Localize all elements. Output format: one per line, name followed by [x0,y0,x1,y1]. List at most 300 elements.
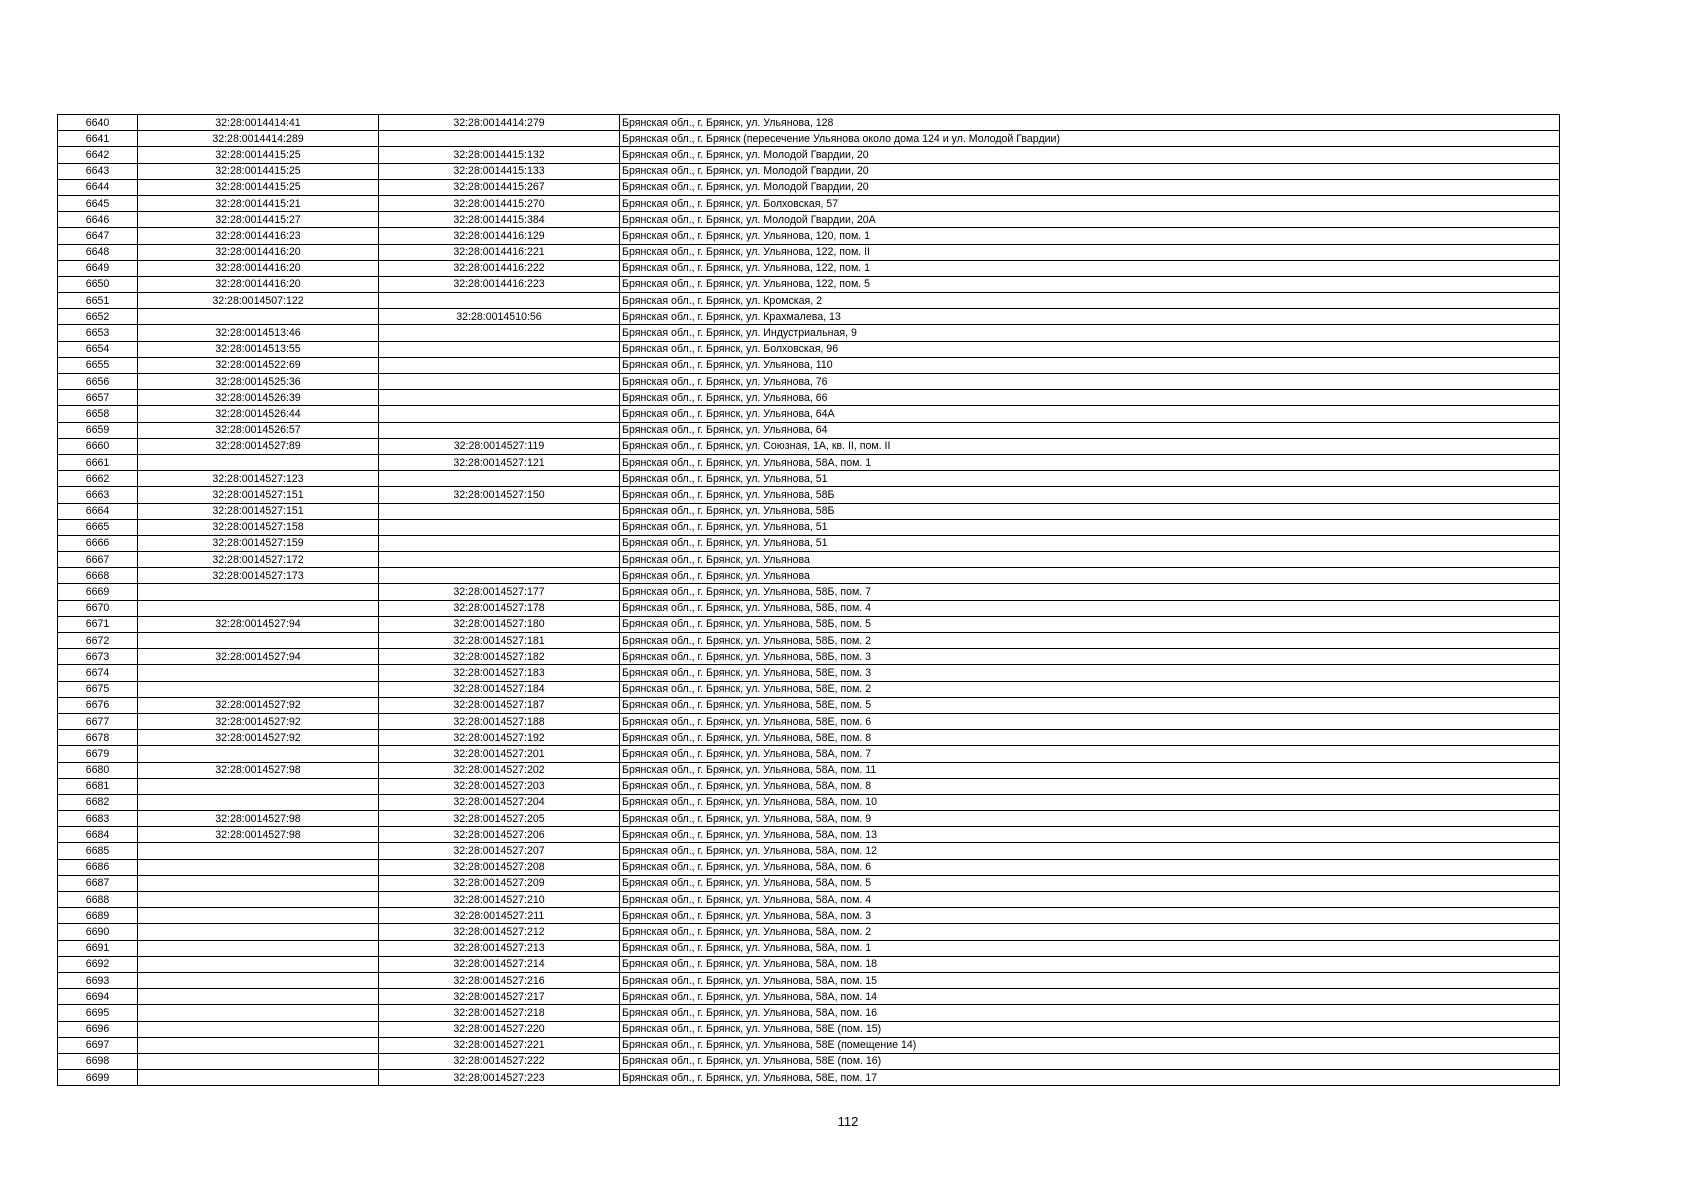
land-plot-cadastral-cell [138,972,379,988]
table-row [58,390,1560,406]
object-cadastral-cell: 32:28:0014527:182 [379,649,620,665]
row-number-cell: 6652 [58,309,138,325]
object-cadastral-cell: 32:28:0014527:183 [379,665,620,681]
table-row [58,438,1560,454]
table-row [58,163,1560,179]
object-cadastral-cell [379,131,620,147]
table-row [58,633,1560,649]
object-cadastral-cell: 32:28:0014527:213 [379,940,620,956]
address-cell: Брянская обл., г. Брянск, ул. Ульянова, 58А, пом. 3 [620,908,1560,924]
row-number-cell: 6678 [58,730,138,746]
row-number-cell: 6660 [58,438,138,454]
land-plot-cadastral-cell: 32:28:0014527:158 [138,519,379,535]
address-cell: Брянская обл., г. Брянск, ул. Ульянова [620,568,1560,584]
object-cadastral-cell [379,535,620,551]
land-plot-cadastral-cell [138,746,379,762]
land-plot-cadastral-cell: 32:28:0014527:98 [138,762,379,778]
address-cell: Брянская обл., г. Брянск, ул. Ульянова, 110 [620,357,1560,373]
address-cell: Брянская обл., г. Брянск, ул. Ульянова, 58А, пом. 14 [620,989,1560,1005]
address-cell: Брянская обл., г. Брянск, ул. Ульянова, 122, пом. 5 [620,276,1560,292]
land-plot-cadastral-cell: 32:28:0014415:27 [138,212,379,228]
object-cadastral-cell: 32:28:0014415:132 [379,147,620,163]
object-cadastral-cell [379,568,620,584]
object-cadastral-cell: 32:28:0014527:221 [379,1037,620,1053]
land-plot-cadastral-cell [138,309,379,325]
row-number-cell: 6699 [58,1070,138,1086]
table-row [58,552,1560,568]
object-cadastral-cell: 32:28:0014416:129 [379,228,620,244]
row-number-cell: 6694 [58,989,138,1005]
address-cell: Брянская обл., г. Брянск, ул. Ульянова, 58Е, пом. 2 [620,681,1560,697]
row-number-cell: 6651 [58,293,138,309]
object-cadastral-cell: 32:28:0014527:201 [379,746,620,762]
table-row [58,600,1560,616]
row-number-cell: 6650 [58,276,138,292]
land-plot-cadastral-cell: 32:28:0014513:46 [138,325,379,341]
address-cell: Брянская обл., г. Брянск, ул. Ульянова, 58Е, пом. 5 [620,697,1560,713]
row-number-cell: 6689 [58,908,138,924]
address-cell: Брянская обл., г. Брянск, ул. Ульянова, 58А, пом. 1 [620,454,1560,470]
table-row [58,989,1560,1005]
land-plot-cadastral-cell [138,843,379,859]
address-cell: Брянская обл., г. Брянск, ул. Молодой Гвардии, 20А [620,212,1560,228]
row-number-cell: 6653 [58,325,138,341]
row-number-cell: 6683 [58,811,138,827]
object-cadastral-cell: 32:28:0014527:178 [379,600,620,616]
address-cell: Брянская обл., г. Брянск, ул. Ульянова, 58А, пом. 15 [620,972,1560,988]
row-number-cell: 6672 [58,633,138,649]
row-number-cell: 6640 [58,115,138,131]
address-cell: Брянская обл., г. Брянск, ул. Ульянова, 58Е, пом. 17 [620,1070,1560,1086]
land-plot-cadastral-cell: 32:28:0014415:25 [138,147,379,163]
object-cadastral-cell [379,519,620,535]
address-cell: Брянская обл., г. Брянск, ул. Ульянова, 51 [620,535,1560,551]
land-plot-cadastral-cell [138,908,379,924]
object-cadastral-cell: 32:28:0014527:208 [379,859,620,875]
land-plot-cadastral-cell: 32:28:0014507:122 [138,293,379,309]
row-number-cell: 6687 [58,875,138,891]
table-row [58,519,1560,535]
land-plot-cadastral-cell: 32:28:0014527:92 [138,730,379,746]
row-number-cell: 6670 [58,600,138,616]
table-row [58,454,1560,470]
land-plot-cadastral-cell: 32:28:0014526:44 [138,406,379,422]
row-number-cell: 6645 [58,195,138,211]
land-plot-cadastral-cell [138,633,379,649]
land-plot-cadastral-cell: 32:28:0014416:23 [138,228,379,244]
object-cadastral-cell: 32:28:0014527:203 [379,778,620,794]
table-row [58,811,1560,827]
table-row [58,730,1560,746]
object-cadastral-cell: 32:28:0014527:150 [379,487,620,503]
object-cadastral-cell: 32:28:0014416:222 [379,260,620,276]
land-plot-cadastral-cell: 32:28:0014416:20 [138,276,379,292]
table-row [58,406,1560,422]
table-row [58,665,1560,681]
land-plot-cadastral-cell: 32:28:0014522:69 [138,357,379,373]
land-plot-cadastral-cell: 32:28:0014527:98 [138,827,379,843]
land-plot-cadastral-cell: 32:28:0014527:94 [138,649,379,665]
table-row [58,487,1560,503]
table-row [58,940,1560,956]
land-plot-cadastral-cell [138,584,379,600]
table-row [58,681,1560,697]
object-cadastral-cell: 32:28:0014415:270 [379,195,620,211]
row-number-cell: 6671 [58,616,138,632]
row-number-cell: 6646 [58,212,138,228]
row-number-cell: 6664 [58,503,138,519]
object-cadastral-cell: 32:28:0014527:207 [379,843,620,859]
row-number-cell: 6649 [58,260,138,276]
row-number-cell: 6679 [58,746,138,762]
land-plot-cadastral-cell [138,600,379,616]
row-number-cell: 6677 [58,713,138,729]
object-cadastral-cell: 32:28:0014527:218 [379,1005,620,1021]
row-number-cell: 6697 [58,1037,138,1053]
land-plot-cadastral-cell: 32:28:0014416:20 [138,244,379,260]
address-cell: Брянская обл., г. Брянск, ул. Ульянова, 58А, пом. 4 [620,892,1560,908]
page-number: 112 [837,1114,859,1129]
land-plot-cadastral-cell: 32:28:0014526:57 [138,422,379,438]
table-row [58,341,1560,357]
object-cadastral-cell: 32:28:0014527:212 [379,924,620,940]
land-plot-cadastral-cell: 32:28:0014415:21 [138,195,379,211]
object-cadastral-cell: 32:28:0014415:384 [379,212,620,228]
object-cadastral-cell: 32:28:0014527:223 [379,1070,620,1086]
address-cell: Брянская обл., г. Брянск, ул. Ульянова, 58А, пом. 10 [620,794,1560,810]
address-cell: Брянская обл., г. Брянск, ул. Ульянова, 58Б, пом. 3 [620,649,1560,665]
address-cell: Брянская обл., г. Брянск, ул. Ульянова, 128 [620,115,1560,131]
object-cadastral-cell: 32:28:0014527:214 [379,956,620,972]
land-plot-cadastral-cell: 32:28:0014414:41 [138,115,379,131]
object-cadastral-cell [379,552,620,568]
object-cadastral-cell [379,390,620,406]
land-plot-cadastral-cell [138,1037,379,1053]
table-row [58,131,1560,147]
row-number-cell: 6656 [58,374,138,390]
address-cell: Брянская обл., г. Брянск, ул. Ульянова, 122, пом. 1 [620,260,1560,276]
address-cell: Брянская обл., г. Брянск, ул. Ульянова, 51 [620,519,1560,535]
table-row [58,1053,1560,1069]
land-plot-cadastral-cell: 32:28:0014416:20 [138,260,379,276]
land-plot-cadastral-cell [138,875,379,891]
land-plot-cadastral-cell [138,1005,379,1021]
object-cadastral-cell: 32:28:0014527:180 [379,616,620,632]
address-cell: Брянская обл., г. Брянск, ул. Ульянова, 58Б [620,503,1560,519]
address-cell: Брянская обл., г. Брянск, ул. Ульянова, 58Е, пом. 3 [620,665,1560,681]
object-cadastral-cell: 32:28:0014527:187 [379,697,620,713]
row-number-cell: 6643 [58,163,138,179]
address-cell: Брянская обл., г. Брянск, ул. Ульянова, 58А, пом. 5 [620,875,1560,891]
row-number-cell: 6644 [58,179,138,195]
table-row [58,924,1560,940]
land-plot-cadastral-cell: 32:28:0014526:39 [138,390,379,406]
object-cadastral-cell: 32:28:0014527:192 [379,730,620,746]
land-plot-cadastral-cell [138,665,379,681]
land-plot-cadastral-cell: 32:28:0014527:89 [138,438,379,454]
row-number-cell: 6688 [58,892,138,908]
table-row [58,1005,1560,1021]
land-plot-cadastral-cell [138,989,379,1005]
address-cell: Брянская обл., г. Брянск, ул. Ульянова, 58Б, пом. 7 [620,584,1560,600]
object-cadastral-cell [379,325,620,341]
row-number-cell: 6696 [58,1021,138,1037]
land-plot-cadastral-cell [138,940,379,956]
land-plot-cadastral-cell [138,956,379,972]
table-row [58,535,1560,551]
object-cadastral-cell: 32:28:0014527:188 [379,713,620,729]
address-cell: Брянская обл., г. Брянск (пересечение Ульянова около дома 124 и ул. Молодой Гвардии) [620,131,1560,147]
row-number-cell: 6661 [58,454,138,470]
table-row [58,1021,1560,1037]
row-number-cell: 6658 [58,406,138,422]
row-number-cell: 6691 [58,940,138,956]
table-row [58,325,1560,341]
table-row [58,908,1560,924]
row-number-cell: 6676 [58,697,138,713]
land-plot-cadastral-cell [138,1070,379,1086]
row-number-cell: 6698 [58,1053,138,1069]
address-cell: Брянская обл., г. Брянск, ул. Кромская, 2 [620,293,1560,309]
table-row [58,859,1560,875]
row-number-cell: 6641 [58,131,138,147]
land-plot-cadastral-cell: 32:28:0014527:123 [138,471,379,487]
object-cadastral-cell: 32:28:0014527:209 [379,875,620,891]
row-number-cell: 6657 [58,390,138,406]
table-row [58,1070,1560,1086]
land-plot-cadastral-cell [138,778,379,794]
address-cell: Брянская обл., г. Брянск, ул. Ульянова, 58Е (помещение 14) [620,1037,1560,1053]
object-cadastral-cell: 32:28:0014415:267 [379,179,620,195]
address-cell: Брянская обл., г. Брянск, ул. Ульянова, 58Е, пом. 8 [620,730,1560,746]
table-row [58,293,1560,309]
row-number-cell: 6668 [58,568,138,584]
table-row [58,195,1560,211]
table-row [58,584,1560,600]
land-plot-cadastral-cell: 32:28:0014415:25 [138,179,379,195]
address-cell: Брянская обл., г. Брянск, ул. Индустриальная, 9 [620,325,1560,341]
table-row [58,794,1560,810]
object-cadastral-cell: 32:28:0014527:177 [379,584,620,600]
address-cell: Брянская обл., г. Брянск, ул. Ульянова, 58А, пом. 16 [620,1005,1560,1021]
address-cell: Брянская обл., г. Брянск, ул. Ульянова, 58Е, пом. 6 [620,713,1560,729]
address-cell: Брянская обл., г. Брянск, ул. Ульянова, 58А, пом. 2 [620,924,1560,940]
table-row [58,1037,1560,1053]
land-plot-cadastral-cell: 32:28:0014527:172 [138,552,379,568]
row-number-cell: 6682 [58,794,138,810]
land-plot-cadastral-cell [138,794,379,810]
address-cell: Брянская обл., г. Брянск, ул. Ульянова, 58А, пом. 8 [620,778,1560,794]
table-row [58,778,1560,794]
object-cadastral-cell: 32:28:0014527:121 [379,454,620,470]
address-cell: Брянская обл., г. Брянск, ул. Ульянова, 76 [620,374,1560,390]
table-row [58,762,1560,778]
row-number-cell: 6666 [58,535,138,551]
row-number-cell: 6659 [58,422,138,438]
address-cell: Брянская обл., г. Брянск, ул. Ульянова, 64 [620,422,1560,438]
table-row [58,972,1560,988]
land-plot-cadastral-cell [138,924,379,940]
address-cell: Брянская обл., г. Брянск, ул. Ульянова, 58А, пом. 18 [620,956,1560,972]
land-plot-cadastral-cell: 32:28:0014414:289 [138,131,379,147]
row-number-cell: 6673 [58,649,138,665]
table-row [58,115,1560,131]
object-cadastral-cell: 32:28:0014527:184 [379,681,620,697]
row-number-cell: 6690 [58,924,138,940]
table-row [58,697,1560,713]
object-cadastral-cell [379,293,620,309]
row-number-cell: 6692 [58,956,138,972]
object-cadastral-cell: 32:28:0014527:202 [379,762,620,778]
address-cell: Брянская обл., г. Брянск, ул. Ульянова, 66 [620,390,1560,406]
address-cell: Брянская обл., г. Брянск, ул. Ульянова, 58Б, пом. 2 [620,633,1560,649]
land-plot-cadastral-cell: 32:28:0014513:55 [138,341,379,357]
land-plot-cadastral-cell: 32:28:0014415:25 [138,163,379,179]
object-cadastral-cell [379,374,620,390]
table-row [58,147,1560,163]
row-number-cell: 6685 [58,843,138,859]
table-row [58,892,1560,908]
land-plot-cadastral-cell: 32:28:0014527:151 [138,503,379,519]
table-row [58,309,1560,325]
table-row [58,179,1560,195]
row-number-cell: 6654 [58,341,138,357]
registry-table-body [58,115,1560,1086]
address-cell: Брянская обл., г. Брянск, ул. Крахмалева, 13 [620,309,1560,325]
land-plot-cadastral-cell [138,1053,379,1069]
land-plot-cadastral-cell: 32:28:0014527:159 [138,535,379,551]
object-cadastral-cell: 32:28:0014527:217 [379,989,620,1005]
object-cadastral-cell [379,341,620,357]
table-row [58,260,1560,276]
row-number-cell: 6695 [58,1005,138,1021]
address-cell: Брянская обл., г. Брянск, ул. Ульянова, 58А, пом. 11 [620,762,1560,778]
table-row [58,244,1560,260]
table-row [58,713,1560,729]
land-plot-cadastral-cell: 32:28:0014527:151 [138,487,379,503]
object-cadastral-cell [379,471,620,487]
row-number-cell: 6681 [58,778,138,794]
row-number-cell: 6675 [58,681,138,697]
row-number-cell: 6648 [58,244,138,260]
row-number-cell: 6684 [58,827,138,843]
table-row [58,568,1560,584]
address-cell: Брянская обл., г. Брянск, ул. Ульянова [620,552,1560,568]
table-row [58,374,1560,390]
table-row [58,827,1560,843]
address-cell: Брянская обл., г. Брянск, ул. Ульянова, 58Е (пом. 16) [620,1053,1560,1069]
object-cadastral-cell: 32:28:0014416:221 [379,244,620,260]
land-plot-cadastral-cell [138,859,379,875]
object-cadastral-cell: 32:28:0014527:119 [379,438,620,454]
object-cadastral-cell: 32:28:0014527:206 [379,827,620,843]
address-cell: Брянская обл., г. Брянск, ул. Ульянова, 58Б [620,487,1560,503]
table-row [58,956,1560,972]
table-row [58,276,1560,292]
row-number-cell: 6686 [58,859,138,875]
address-cell: Брянская обл., г. Брянск, ул. Ульянова, 122, пом. II [620,244,1560,260]
address-cell: Брянская обл., г. Брянск, ул. Молодой Гвардии, 20 [620,147,1560,163]
address-cell: Брянская обл., г. Брянск, ул. Ульянова, 58А, пом. 1 [620,940,1560,956]
table-row [58,212,1560,228]
address-cell: Брянская обл., г. Брянск, ул. Ульянова, 58А, пом. 12 [620,843,1560,859]
address-cell: Брянская обл., г. Брянск, ул. Молодой Гвардии, 20 [620,179,1560,195]
address-cell: Брянская обл., г. Брянск, ул. Ульянова, 64А [620,406,1560,422]
land-plot-cadastral-cell [138,681,379,697]
land-plot-cadastral-cell: 32:28:0014527:92 [138,713,379,729]
row-number-cell: 6647 [58,228,138,244]
object-cadastral-cell: 32:28:0014527:220 [379,1021,620,1037]
table-row [58,875,1560,891]
table-row [58,649,1560,665]
address-cell: Брянская обл., г. Брянск, ул. Союзная, 1А, кв. II, пом. II [620,438,1560,454]
row-number-cell: 6680 [58,762,138,778]
table-row [58,471,1560,487]
address-cell: Брянская обл., г. Брянск, ул. Ульянова, 51 [620,471,1560,487]
object-cadastral-cell: 32:28:0014527:205 [379,811,620,827]
row-number-cell: 6667 [58,552,138,568]
land-plot-cadastral-cell: 32:28:0014527:92 [138,697,379,713]
row-number-cell: 6674 [58,665,138,681]
object-cadastral-cell: 32:28:0014415:133 [379,163,620,179]
object-cadastral-cell: 32:28:0014527:222 [379,1053,620,1069]
object-cadastral-cell: 32:28:0014414:279 [379,115,620,131]
table-row [58,746,1560,762]
object-cadastral-cell: 32:28:0014416:223 [379,276,620,292]
row-number-cell: 6662 [58,471,138,487]
land-plot-cadastral-cell: 32:28:0014527:173 [138,568,379,584]
land-plot-cadastral-cell [138,892,379,908]
row-number-cell: 6665 [58,519,138,535]
row-number-cell: 6693 [58,972,138,988]
address-cell: Брянская обл., г. Брянск, ул. Ульянова, 58А, пом. 7 [620,746,1560,762]
object-cadastral-cell [379,422,620,438]
table-row [58,616,1560,632]
object-cadastral-cell: 32:28:0014527:216 [379,972,620,988]
address-cell: Брянская обл., г. Брянск, ул. Молодой Гвардии, 20 [620,163,1560,179]
land-plot-cadastral-cell: 32:28:0014525:36 [138,374,379,390]
address-cell: Брянская обл., г. Брянск, ул. Болховская, 96 [620,341,1560,357]
object-cadastral-cell: 32:28:0014527:181 [379,633,620,649]
land-plot-cadastral-cell [138,454,379,470]
object-cadastral-cell [379,406,620,422]
object-cadastral-cell [379,357,620,373]
table-row [58,357,1560,373]
address-cell: Брянская обл., г. Брянск, ул. Ульянова, 58Б, пом. 5 [620,616,1560,632]
address-cell: Брянская обл., г. Брянск, ул. Ульянова, 58А, пом. 6 [620,859,1560,875]
land-plot-cadastral-cell: 32:28:0014527:94 [138,616,379,632]
address-cell: Брянская обл., г. Брянск, ул. Болховская, 57 [620,195,1560,211]
row-number-cell: 6642 [58,147,138,163]
object-cadastral-cell: 32:28:0014527:211 [379,908,620,924]
registry-table [57,114,1560,1086]
address-cell: Брянская обл., г. Брянск, ул. Ульянова, 58А, пом. 9 [620,811,1560,827]
address-cell: Брянская обл., г. Брянск, ул. Ульянова, 120, пом. 1 [620,228,1560,244]
object-cadastral-cell: 32:28:0014527:204 [379,794,620,810]
address-cell: Брянская обл., г. Брянск, ул. Ульянова, 58Б, пом. 4 [620,600,1560,616]
table-row [58,503,1560,519]
table-row [58,228,1560,244]
table-row [58,422,1560,438]
row-number-cell: 6663 [58,487,138,503]
row-number-cell: 6669 [58,584,138,600]
object-cadastral-cell: 32:28:0014510:56 [379,309,620,325]
table-row [58,843,1560,859]
object-cadastral-cell [379,503,620,519]
object-cadastral-cell: 32:28:0014527:210 [379,892,620,908]
address-cell: Брянская обл., г. Брянск, ул. Ульянова, 58Е (пом. 15) [620,1021,1560,1037]
address-cell: Брянская обл., г. Брянск, ул. Ульянова, 58А, пом. 13 [620,827,1560,843]
